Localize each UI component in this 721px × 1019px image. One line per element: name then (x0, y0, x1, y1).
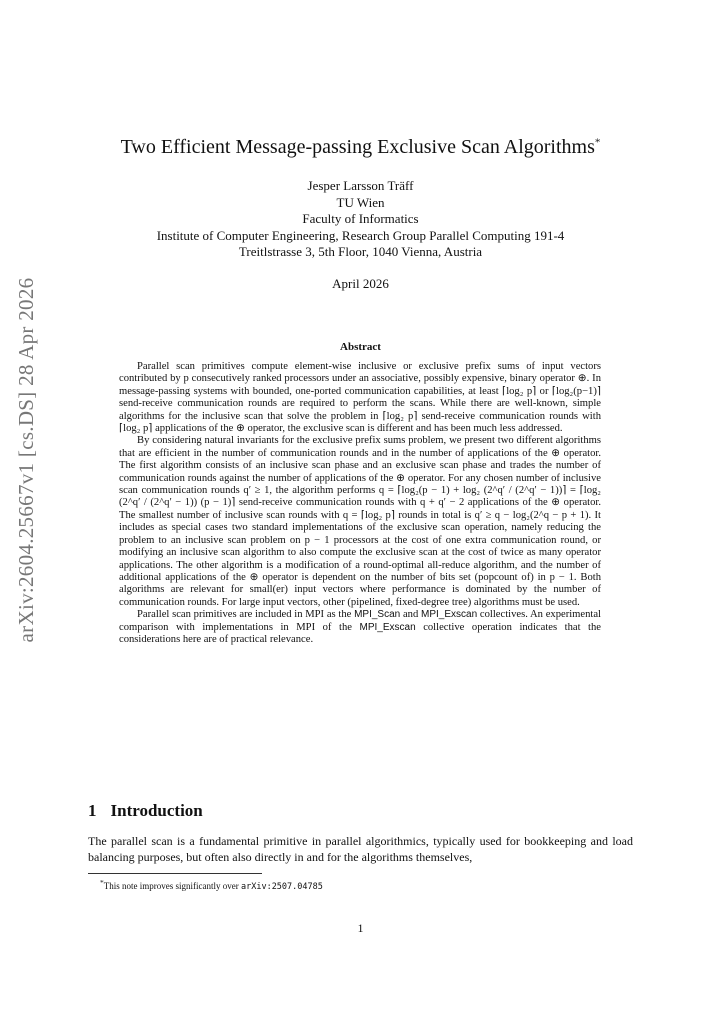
section-title: Introduction (110, 801, 203, 820)
abstract-paragraph-2: By considering natural invariants for the exclusive prefix sums problem, we present two different algorithms that are efficient in the number of communication rounds and in the number of applications of the ⊕ operator. The first algorithm consists of an inclusive scan phase and an exclusive scan phase and trades the number of communication rounds against the number of applications of the ⊕ operator. For any chosen number of inclusive scan communication rounds q′ ≥ 1, the algorithm performs q = ⌈log₂(p − 1) + log₂ (2^q′ / (2^q′ − 1))⌉ = ⌈log₂ (2^q′ / (2^q′ − 1)) (p − 1)⌉ send-receive communication rounds with q + q′ − 2 applications of the ⊕ operator. The smallest number of inclusive scan rounds with q = ⌈log₂ p⌉ rounds in total is q′ ≥ q − log₂(2^q − p + 1). It includes as special cases two standard implementations of the exclusive scan operation, namely reducing the problem to an inclusive scan problem on p − 1 processors at the cost of one extra communication round, or modifying an inclusive scan algorithm to also compute the exclusive scan at the cost of twice as many operator applications. The other algorithm is a modification of a round-optimal all-reduce algorithm, and the number of additional applications of the ⊕ operator is dependent on the number of bits set (popcount of) in p − 1. Both algorithms are relevant for small(er) input vectors where performance is dominated by the number of communication rounds. For large input vectors, other (pipelined, fixed-degree tree) algorithms must be used. (119, 435, 601, 608)
page-number: 1 (357, 921, 364, 935)
affiliation-institute: Institute of Computer Engineering, Research Group Parallel Computing 191-4 (156, 227, 565, 243)
footnote-arxiv-link[interactable]: arXiv:2507.04785 (240, 882, 323, 892)
abstract-paragraph-3: Parallel scan primitives are included in MPI as the MPI_Scan and MPI_Exscan collectives. An experimental comparison with implementations in MPI of the MPI_Exscan collective operation indicates that the considerations here are of practical relevance. (119, 609, 601, 645)
author-name: Jesper Larsson Träff (307, 178, 414, 193)
abstract-heading: Abstract (340, 341, 381, 353)
footnote: *This note improves significantly over arXiv:2507.04785 (100, 878, 323, 892)
arxiv-identifier[interactable]: arXiv:2604.25667v1 [cs.DS] 28 Apr 2026 (14, 277, 38, 643)
title-footnote-mark[interactable]: * (594, 136, 601, 149)
mpi-exscan-name-2: MPI_Exscan (359, 621, 416, 633)
introduction-text: The parallel scan is a fundamental primitive in parallel algorithmics, typically used for bookkeeping and load balancing purposes, but often also directly in and for the algorithms themselves, (88, 834, 633, 864)
section-heading-introduction (88, 801, 203, 821)
author-block (0, 178, 721, 261)
affiliation-university: TU Wien (336, 194, 385, 210)
abstract-body (119, 361, 601, 646)
affiliation-faculty: Faculty of Informatics (302, 211, 419, 226)
mpi-scan-name: MPI_Scan (354, 609, 401, 621)
section-number: 1 (88, 801, 97, 820)
footnote-mark: * (100, 878, 104, 887)
paper-date: April 2026 (332, 276, 389, 291)
affiliation-address: Treitlstrasse 3, 5th Floor, 1040 Vienna, Austria (238, 244, 483, 259)
paper-title: Two Efficient Message-passing Exclusive Scan Algorithms* (120, 136, 601, 158)
arxiv-sidebar (14, 277, 42, 643)
abstract-paragraph-1: Parallel scan primitives compute element-wise inclusive or exclusive prefix sums of input vectors contributed by p consecutively ranked processors under an associative, possibly expensive, binary operator ⊕. In message-passing systems with bounded, one-ported communication capabilities, at least ⌈log₂ p⌉ or ⌈log₂(p−1)⌉ send-receive communication rounds are required to perform the scans. While there are well-known, simple algorithms for the inclusive scan that solve the problem in ⌈log₂ p⌉ send-receive communication rounds with ⌈log₂ p⌉ applications of the ⊕ operator, the exclusive scan is different and has been much less addressed. (119, 361, 601, 435)
footnote-rule (88, 873, 262, 874)
mpi-exscan-name: MPI_Exscan (421, 609, 478, 621)
